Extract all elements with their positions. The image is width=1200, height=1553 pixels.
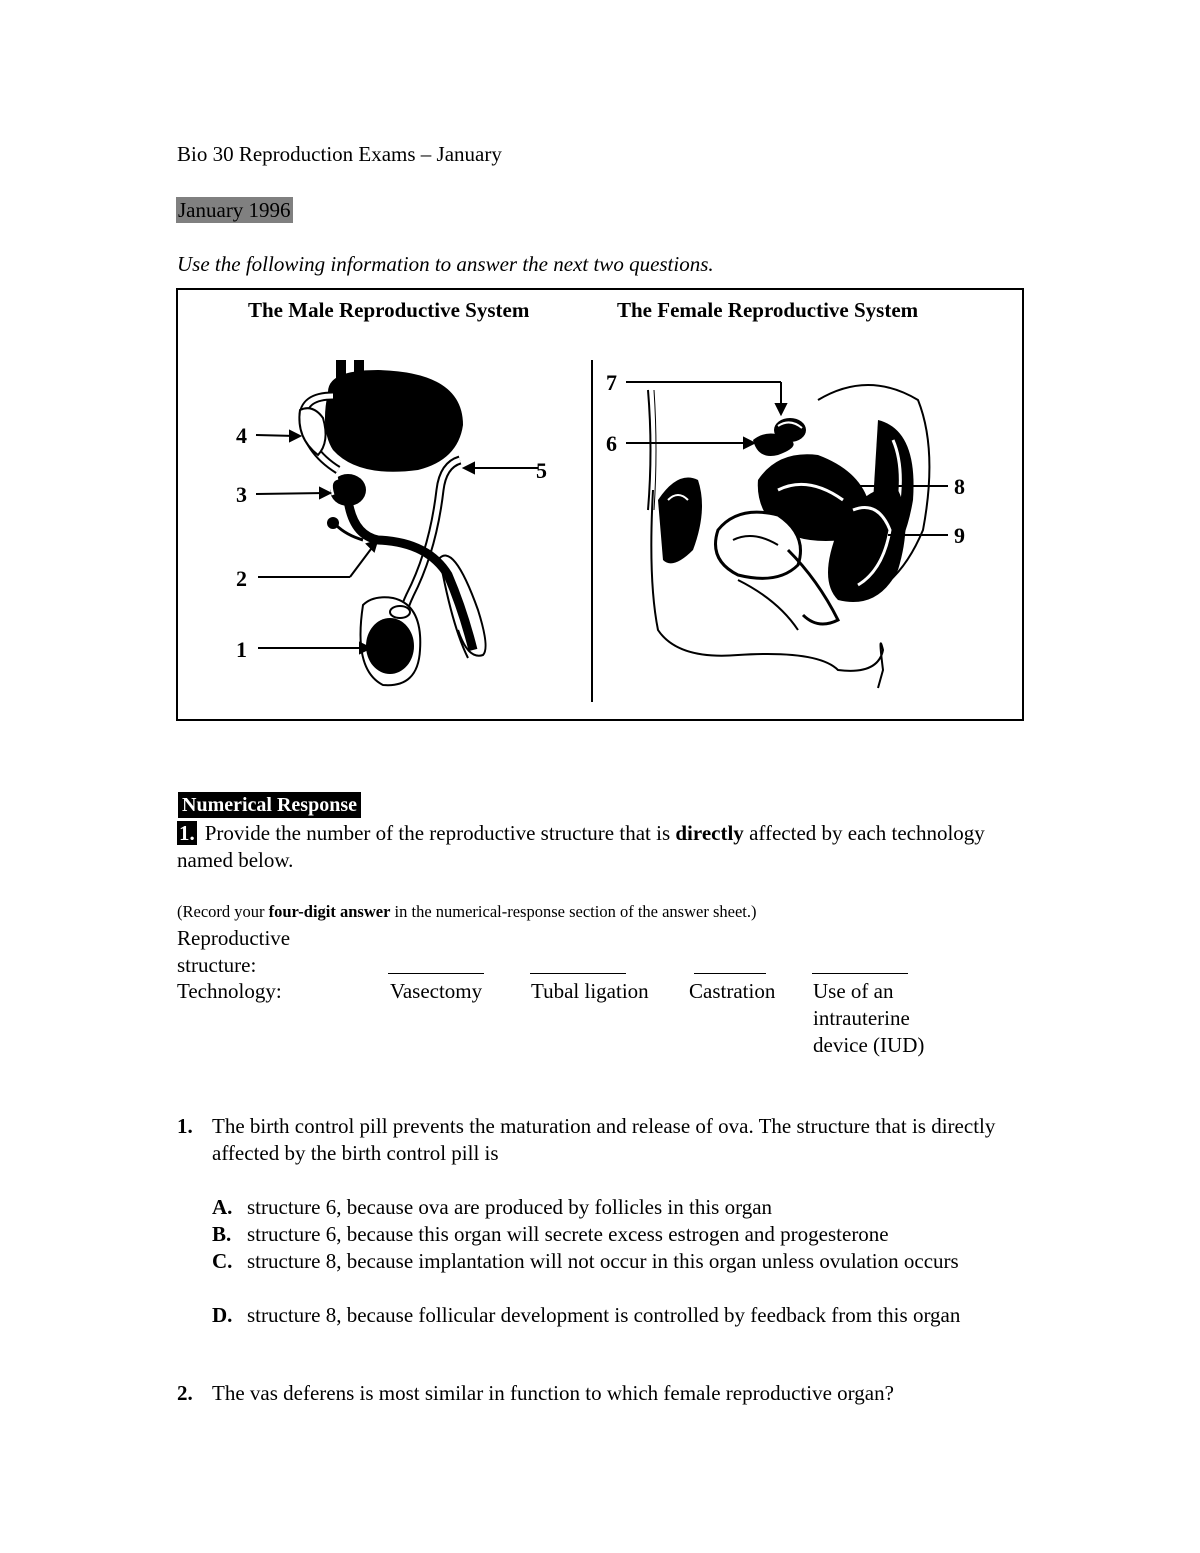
question-2-stem: The vas deferens is most similar in function to which female reproductive organ? (212, 1381, 894, 1405)
answer-blank-4[interactable] (812, 973, 908, 974)
nr-prompt-bold: directly (675, 821, 744, 845)
female-label-9: 9 (954, 523, 965, 548)
female-system-title: The Female Reproductive System (617, 298, 919, 322)
male-system-title: The Male Reproductive System (248, 298, 530, 322)
option-d-text[interactable]: structure 8, because follicular development is controlled by feedback from this organ (247, 1303, 961, 1327)
option-c-letter[interactable]: C. (212, 1249, 233, 1273)
technology-vasectomy: Vasectomy (390, 979, 483, 1003)
female-diagram (592, 360, 965, 702)
male-label-1: 1 (236, 637, 247, 662)
female-label-6: 6 (606, 431, 617, 456)
option-c-text[interactable]: structure 8, because implantation will not occur in this organ unless ovulation occurs (247, 1249, 959, 1273)
option-a-letter[interactable]: A. (212, 1195, 233, 1219)
male-label-5: 5 (536, 458, 547, 483)
technology-castration: Castration (689, 979, 776, 1003)
record-instruction (177, 902, 756, 922)
question-2-number: 2. (177, 1381, 193, 1405)
numerical-response-badge: Numerical Response (178, 792, 361, 818)
technology-iud: Use of an intrauterine device (IUD) (813, 979, 925, 1057)
question-1-stem: The birth control pill prevents the maturation and release of ova. The structure that is directly affected by the birth control pill is (212, 1114, 996, 1165)
nr-question (177, 820, 1007, 874)
intro-instruction: Use the following information to answer the next two questions. (177, 252, 714, 276)
answer-blank-2[interactable] (530, 973, 626, 974)
answer-blank-1[interactable] (388, 973, 484, 974)
row-label-structure: Reproductive structure: (177, 926, 291, 977)
female-label-7: 7 (606, 370, 617, 395)
question-1-number: 1. (177, 1114, 193, 1138)
nr-question-number: 1. (179, 821, 195, 845)
male-label-3: 3 (236, 482, 247, 507)
nr-prompt-post: affected by each technology named below. (177, 821, 985, 872)
record-bold: four-digit answer (268, 902, 391, 921)
record-post: in the numerical-response section of the answer sheet.) (390, 902, 757, 921)
answer-blank-3[interactable] (694, 973, 766, 974)
female-label-8: 8 (954, 474, 965, 499)
option-b-text[interactable]: structure 6, because this organ will secrete excess estrogen and progesterone (247, 1222, 889, 1246)
option-d-letter[interactable]: D. (212, 1303, 233, 1327)
record-pre: (Record your (177, 902, 269, 921)
document-title: Bio 30 Reproduction Exams – January (177, 142, 502, 166)
row-label-technology: Technology: (177, 979, 282, 1003)
option-b-letter[interactable]: B. (212, 1222, 232, 1246)
reproductive-diagram (178, 330, 1022, 718)
nr-prompt-pre: Provide the number of the reproductive structure that is (204, 821, 676, 845)
male-label-4: 4 (236, 423, 247, 448)
option-a-text[interactable]: structure 6, because ova are produced by follicles in this organ (247, 1195, 773, 1219)
male-diagram (236, 360, 547, 685)
male-label-2: 2 (236, 566, 247, 591)
technology-tubal-ligation: Tubal ligation (531, 979, 649, 1003)
exam-date-highlight: January 1996 (178, 198, 291, 222)
